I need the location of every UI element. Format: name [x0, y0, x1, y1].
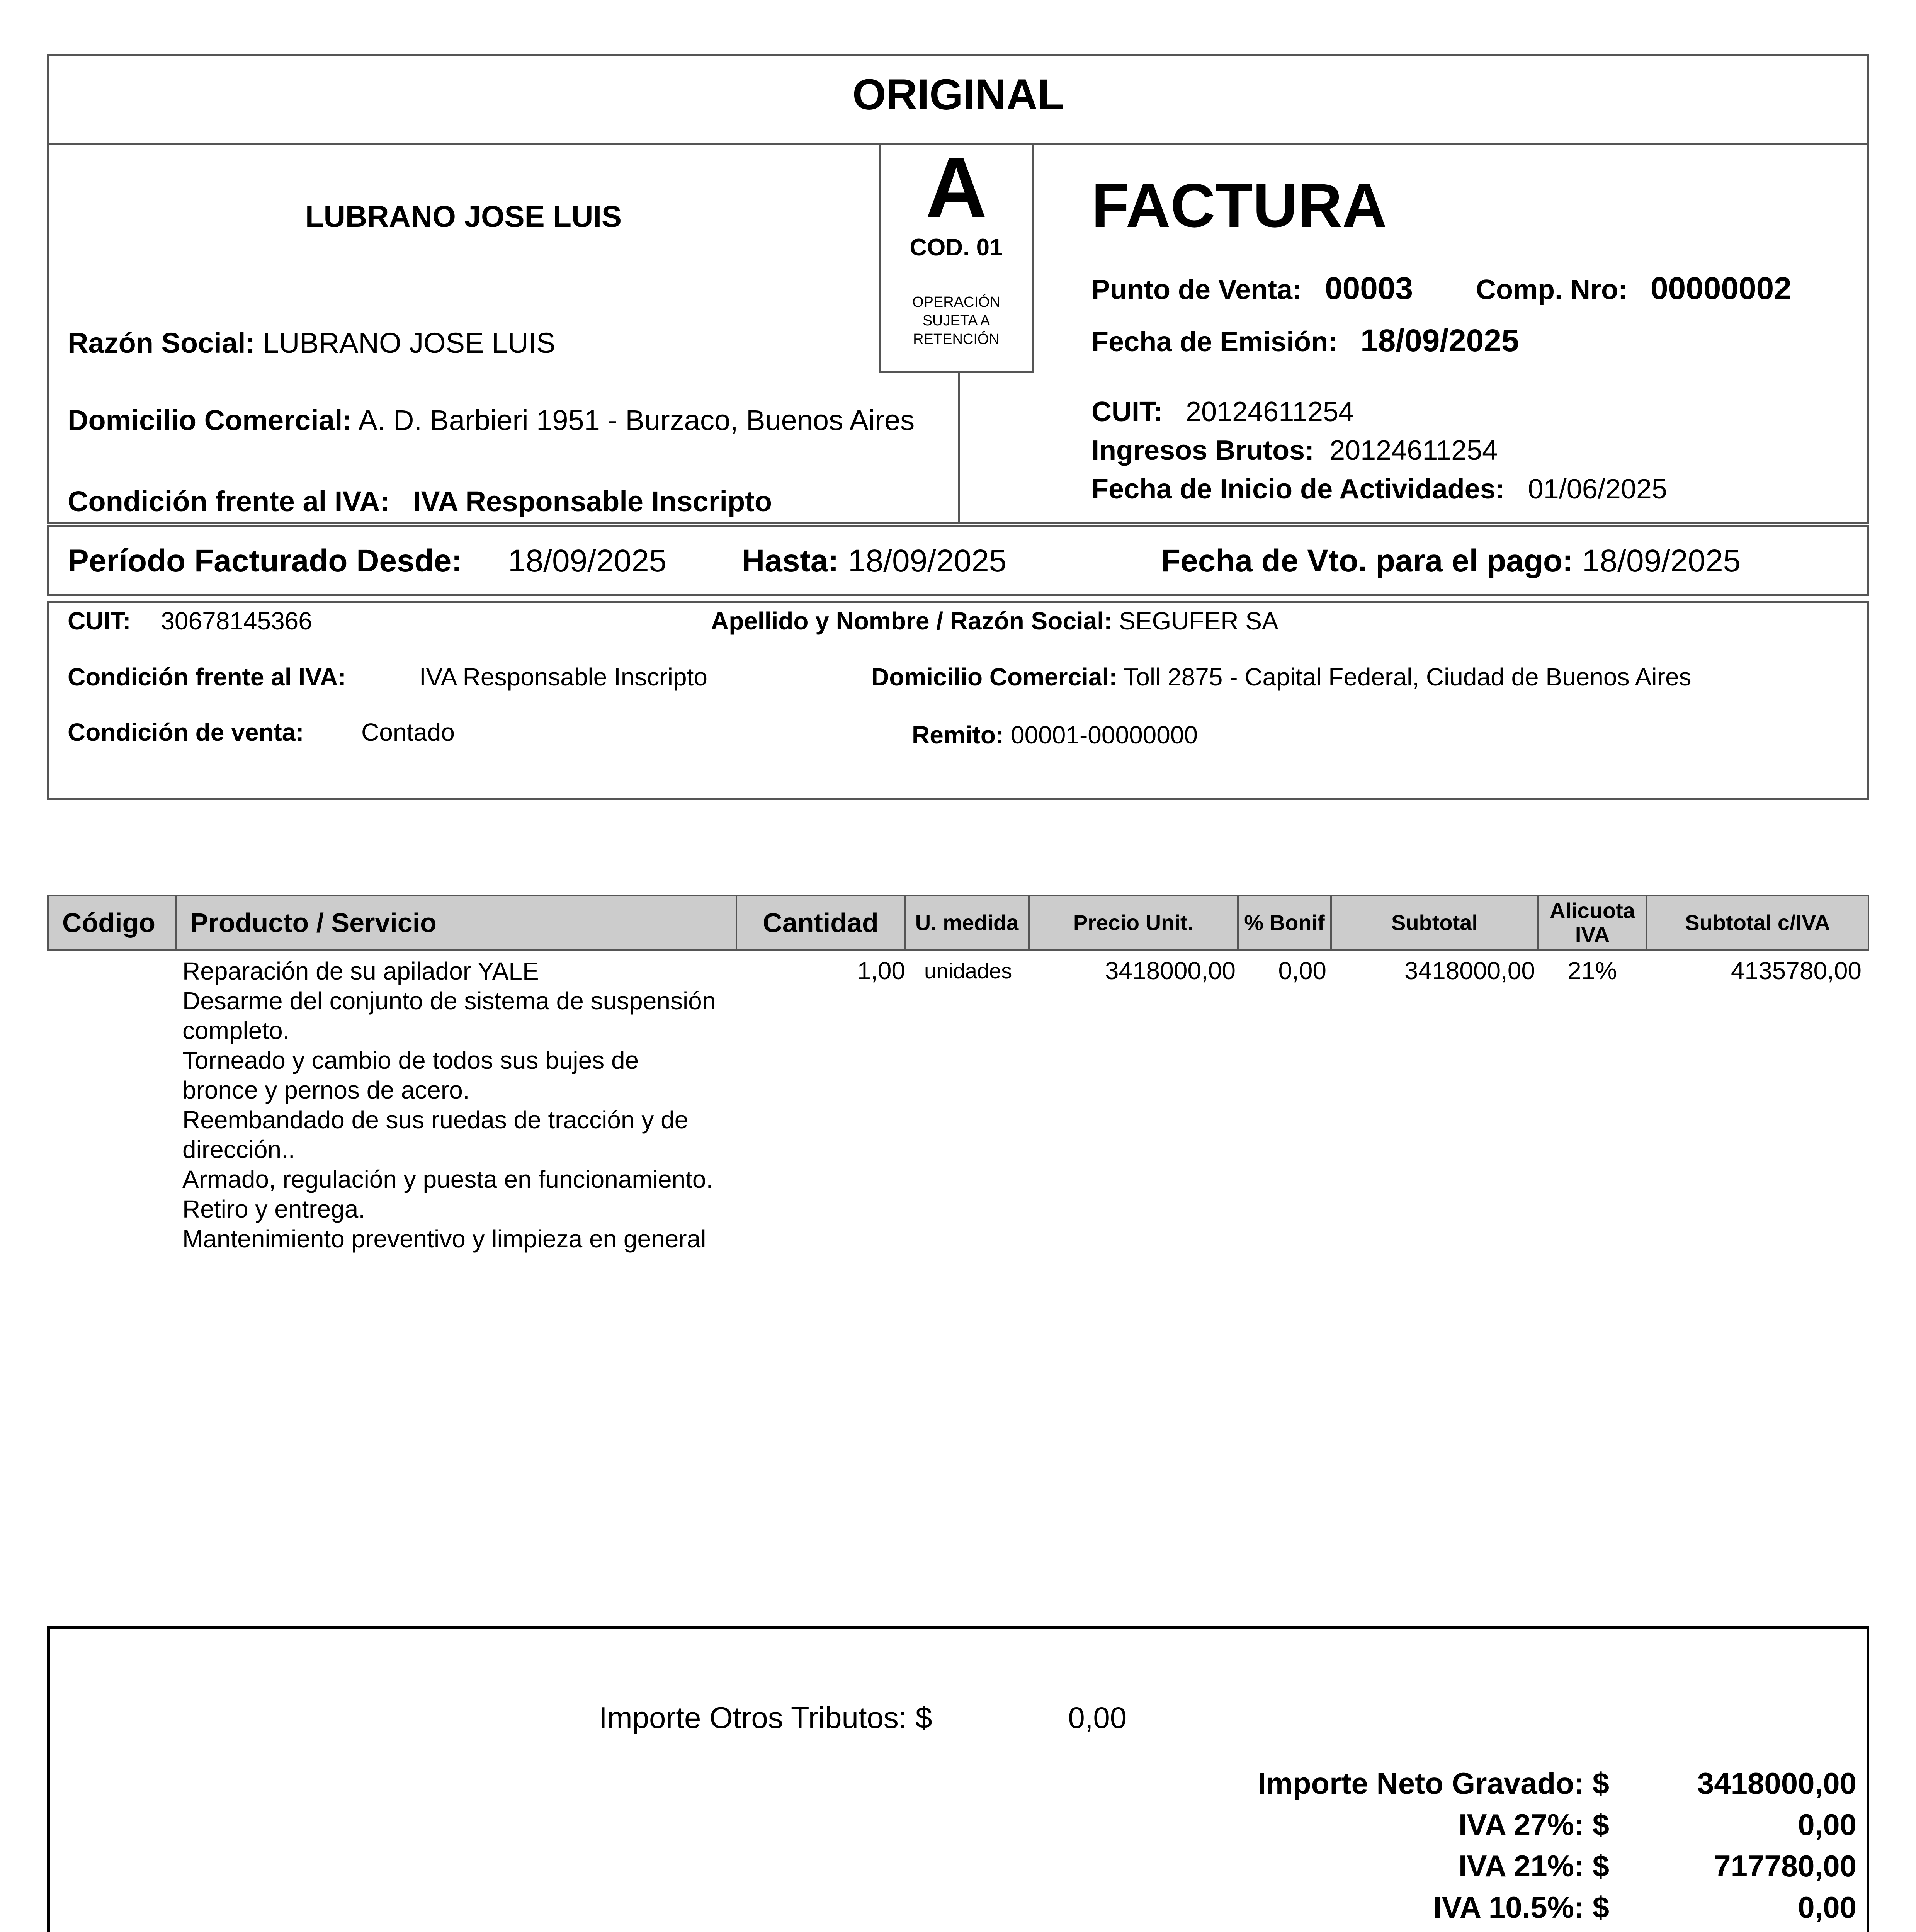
emitter-cuit	[1091, 396, 1354, 428]
comp-nro-label: Comp. Nro:	[1476, 274, 1627, 305]
th-cantidad-label: Cantidad	[763, 907, 879, 938]
invoice-letter: A	[925, 140, 987, 235]
otros-tributos-summary-label: Importe Otros Tributos: $	[599, 1701, 932, 1735]
th-precio-label: Precio Unit.	[1073, 910, 1194, 935]
th-alicuota-label-1: Alicuota	[1550, 898, 1635, 923]
punto-venta-value: 00003	[1325, 271, 1413, 306]
th-codigo	[47, 895, 177, 951]
item-desc-line: completo.	[182, 1017, 290, 1044]
total-row-label: IVA 10.5%: $	[1433, 1890, 1609, 1924]
razon-social-label: Razón Social:	[68, 327, 255, 359]
th-subtotal-label: Subtotal	[1391, 910, 1478, 935]
remito-value: 00001-00000000	[1011, 721, 1198, 749]
periodo-hasta-value: 18/09/2025	[848, 543, 1007, 578]
invoice-type: FACTURA	[1091, 171, 1387, 240]
client-condicion-iva-value: IVA Responsable Inscripto	[419, 663, 707, 691]
table-row	[47, 956, 1869, 1258]
periodo-hasta-label: Hasta:	[742, 543, 839, 578]
client-cuit	[68, 607, 312, 635]
ingresos-brutos	[1091, 435, 1498, 466]
emitter-cuit-label: CUIT:	[1091, 396, 1163, 427]
th-subtotal	[1330, 895, 1539, 951]
emitter-name: LUBRANO JOSE LUIS	[305, 199, 622, 233]
punto-venta-label: Punto de Venta:	[1091, 274, 1302, 305]
condicion-venta-label: Condición de venta:	[68, 718, 304, 746]
remito	[912, 721, 1198, 749]
fecha-emision-value: 18/09/2025	[1360, 323, 1519, 358]
inicio-actividades-label: Fecha de Inicio de Actividades:	[1091, 474, 1505, 505]
otros-tributos-summary-value: 0,00	[1068, 1701, 1127, 1735]
periodo-desde-label: Período Facturado Desde:	[68, 543, 462, 578]
client-nombre	[711, 607, 1278, 635]
total-row	[1159, 1849, 1856, 1890]
item-desc-line: dirección..	[182, 1136, 295, 1163]
item-bonif: 0,00	[1278, 957, 1326, 985]
th-subtotal-iva	[1646, 895, 1869, 951]
letter-note-line3: RETENCIÓN	[913, 331, 1000, 347]
emitter-domicilio	[68, 404, 915, 437]
item-desc-line: Reembandado de sus ruedas de tracción y de	[182, 1106, 689, 1134]
total-row	[1159, 1807, 1856, 1849]
remito-label: Remito:	[912, 721, 1004, 749]
inicio-actividades	[1091, 473, 1667, 505]
ingresos-brutos-label: Ingresos Brutos:	[1091, 435, 1314, 466]
item-subtotal-iva: 4135780,00	[1731, 957, 1862, 985]
condicion-iva-value: IVA Responsable Inscripto	[413, 485, 772, 517]
comp-nro-value: 00000002	[1650, 271, 1792, 306]
invoice-code: COD. 01	[910, 234, 1003, 261]
client-nombre-value: SEGUFER SA	[1119, 607, 1278, 635]
total-row	[1159, 1890, 1856, 1932]
th-umedida	[904, 895, 1030, 951]
copy-label: ORIGINAL	[852, 70, 1064, 119]
letter-note	[879, 293, 1034, 349]
total-row-label: IVA 27%: $	[1458, 1808, 1609, 1842]
item-desc-line: Mantenimiento preventivo y limpieza en general	[182, 1225, 706, 1253]
th-umedida-label: U. medida	[915, 910, 1019, 935]
total-row-value: 3418000,00	[1697, 1766, 1856, 1800]
letter-note-line2: SUJETA A	[922, 313, 990, 329]
item-cantidad: 1,00	[857, 957, 905, 985]
domicilio-value: A. D. Barbieri 1951 - Burzaco, Buenos Aires	[358, 404, 915, 436]
client-domicilio	[871, 663, 1692, 691]
item-desc-line: Reparación de su apilador YALE	[182, 957, 539, 985]
emitter-cuit-value: 20124611254	[1186, 396, 1354, 427]
client-condicion-iva-label: Condición frente al IVA:	[68, 663, 346, 691]
item-precio: 3418000,00	[1105, 957, 1236, 985]
client-nombre-label: Apellido y Nombre / Razón Social:	[711, 607, 1112, 635]
total-row-value: 0,00	[1798, 1808, 1856, 1842]
item-subtotal: 3418000,00	[1404, 957, 1535, 985]
th-subtotal-iva-label: Subtotal c/IVA	[1685, 910, 1830, 935]
letter-note-line1: OPERACIÓN	[912, 294, 1001, 310]
razon-social-value: LUBRANO JOSE LUIS	[263, 327, 556, 359]
inicio-actividades-value: 01/06/2025	[1528, 474, 1668, 505]
vto-pago-label: Fecha de Vto. para el pago:	[1161, 543, 1573, 578]
item-desc-line: Armado, regulación y puesta en funcionamiento.	[182, 1165, 713, 1193]
punto-venta	[1091, 270, 1413, 307]
header-divider	[958, 371, 960, 524]
th-bonif-label: % Bonif	[1244, 910, 1325, 935]
total-row-value: 0,00	[1798, 1890, 1856, 1924]
fecha-emision-label: Fecha de Emisión:	[1091, 327, 1338, 357]
item-descripcion	[182, 956, 716, 1254]
th-precio	[1028, 895, 1239, 951]
emitter-razon-social	[68, 327, 555, 359]
client-domicilio-value: Toll 2875 - Capital Federal, Ciudad de Buenos Aires	[1124, 663, 1692, 691]
th-bonif	[1237, 895, 1332, 951]
condicion-iva-label: Condición frente al IVA:	[68, 485, 390, 517]
total-row	[1159, 1766, 1856, 1808]
th-alicuota-label-2: IVA	[1575, 922, 1610, 947]
comp-nro	[1476, 270, 1792, 307]
client-cuit-label: CUIT:	[68, 607, 131, 635]
item-alicuota: 21%	[1567, 957, 1617, 985]
th-cantidad	[736, 895, 906, 951]
condicion-venta-value: Contado	[361, 718, 455, 746]
otros-tributos-summary	[599, 1700, 1127, 1735]
total-row-label: IVA 21%: $	[1458, 1849, 1609, 1883]
total-row-label: Importe Neto Gravado: $	[1257, 1766, 1609, 1800]
domicilio-label: Domicilio Comercial:	[68, 404, 352, 436]
th-codigo-label: Código	[62, 907, 156, 938]
item-desc-line: Retiro y entrega.	[182, 1195, 366, 1223]
item-desc-line: bronce y pernos de acero.	[182, 1076, 470, 1104]
periodo-desde-value: 18/09/2025	[508, 543, 667, 578]
total-row-value: 717780,00	[1714, 1849, 1856, 1883]
item-umedida: unidades	[924, 959, 1012, 983]
th-alicuota	[1537, 895, 1647, 951]
ingresos-brutos-value: 20124611254	[1329, 435, 1498, 466]
th-producto	[175, 895, 737, 951]
item-desc-line: Desarme del conjunto de sistema de suspensión	[182, 987, 716, 1015]
vto-pago-value: 18/09/2025	[1582, 543, 1741, 578]
fecha-emision	[1091, 323, 1519, 359]
client-cuit-value: 30678145366	[161, 607, 312, 635]
client-domicilio-label: Domicilio Comercial:	[871, 663, 1117, 691]
th-producto-label: Producto / Servicio	[190, 907, 437, 938]
item-desc-line: Torneado y cambio de todos sus bujes de	[182, 1046, 639, 1074]
emitter-condicion-iva	[68, 485, 772, 518]
